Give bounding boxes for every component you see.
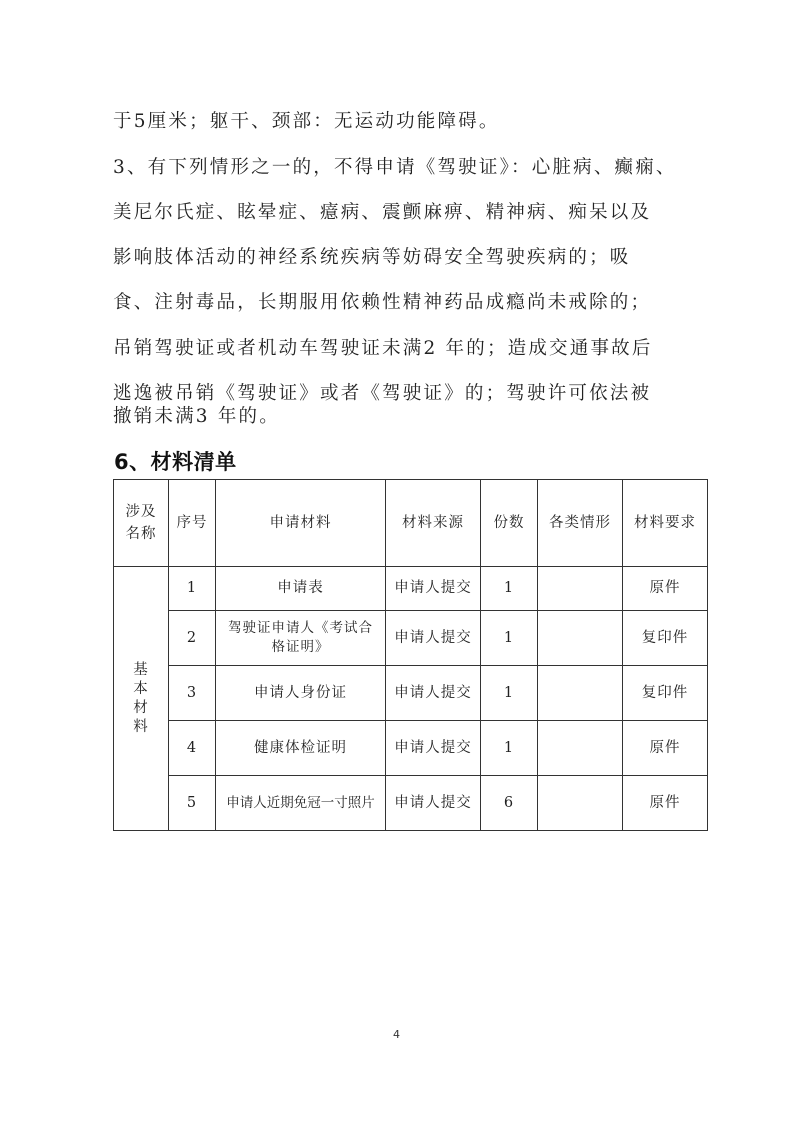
cell-copies: 1 bbox=[481, 611, 538, 666]
header-category bbox=[114, 480, 169, 567]
cell-source: 申请人提交 bbox=[386, 666, 481, 721]
cell-seq: 5 bbox=[169, 776, 216, 831]
cell-material: 健康体检证明 bbox=[216, 721, 386, 776]
cell-requirement: 原件 bbox=[623, 567, 708, 611]
cell-situations bbox=[538, 666, 623, 721]
cell-copies: 1 bbox=[481, 666, 538, 721]
body-line: 3、有下列情形之一的，不得申请《驾驶证》：心脏病、癫痫、 bbox=[113, 157, 677, 178]
category-char: 本 bbox=[133, 680, 149, 697]
body-line: 逃逸被吊销《驾驶证》或者《驾驶证》的；驾驶许可依法被 bbox=[113, 383, 652, 404]
cell-situations bbox=[538, 776, 623, 831]
cell-material: 申请人身份证 bbox=[216, 666, 386, 721]
cell-copies: 6 bbox=[481, 776, 538, 831]
header-category-line: 涉及 bbox=[125, 504, 157, 520]
cell-source: 申请人提交 bbox=[386, 776, 481, 831]
table-row bbox=[114, 567, 708, 611]
table-header-row bbox=[114, 480, 708, 567]
cell-copies: 1 bbox=[481, 567, 538, 611]
section-heading: 6、材料清单 bbox=[114, 450, 237, 474]
cell-requirement: 复印件 bbox=[623, 666, 708, 721]
cell-situations bbox=[538, 611, 623, 666]
cell-copies: 1 bbox=[481, 721, 538, 776]
cell-seq: 2 bbox=[169, 611, 216, 666]
cell-source: 申请人提交 bbox=[386, 567, 481, 611]
category-char: 基 bbox=[133, 661, 149, 678]
body-line: 撤销未满3 年的。 bbox=[113, 406, 280, 427]
body-line: 美尼尔氏症、眩晕症、癔病、震颤麻痹、精神病、痴呆以及 bbox=[113, 202, 652, 223]
header-category-line: 名称 bbox=[125, 526, 157, 542]
table-row bbox=[114, 721, 708, 776]
body-line: 吊销驾驶证或者机动车驾驶证未满2 年的；造成交通事故后 bbox=[113, 338, 653, 359]
cell-seq: 3 bbox=[169, 666, 216, 721]
cell-seq: 4 bbox=[169, 721, 216, 776]
header-copies: 份数 bbox=[481, 480, 538, 567]
body-line: 于5厘米；躯干、颈部：无运动功能障碍。 bbox=[113, 111, 500, 132]
cell-situations bbox=[538, 567, 623, 611]
table-row bbox=[114, 666, 708, 721]
header-requirement: 材料要求 bbox=[623, 480, 708, 567]
cell-material: 申请表 bbox=[216, 567, 386, 611]
cell-situations bbox=[538, 721, 623, 776]
cell-requirement: 复印件 bbox=[623, 611, 708, 666]
category-cell bbox=[114, 567, 169, 831]
cell-material: 驾驶证申请人《考试合格证明》 bbox=[216, 611, 386, 666]
page-number: 4 bbox=[393, 1028, 400, 1041]
cell-seq: 1 bbox=[169, 567, 216, 611]
header-source: 材料来源 bbox=[386, 480, 481, 567]
body-line: 影响肢体活动的神经系统疾病等妨碍安全驾驶疾病的；吸 bbox=[113, 247, 631, 268]
header-material: 申请材料 bbox=[216, 480, 386, 567]
category-char: 料 bbox=[133, 718, 149, 735]
cell-source: 申请人提交 bbox=[386, 611, 481, 666]
table-row bbox=[114, 611, 708, 666]
cell-requirement: 原件 bbox=[623, 776, 708, 831]
table-row bbox=[114, 776, 708, 831]
body-line: 食、注射毒品，长期服用依赖性精神药品成瘾尚未戒除的； bbox=[113, 292, 652, 313]
materials-table bbox=[113, 479, 708, 831]
header-situations: 各类情形 bbox=[538, 480, 623, 567]
cell-material: 申请人近期免冠一寸照片 bbox=[216, 776, 386, 831]
header-seq: 序号 bbox=[169, 480, 216, 567]
category-char: 材 bbox=[133, 699, 149, 716]
cell-requirement: 原件 bbox=[623, 721, 708, 776]
cell-source: 申请人提交 bbox=[386, 721, 481, 776]
